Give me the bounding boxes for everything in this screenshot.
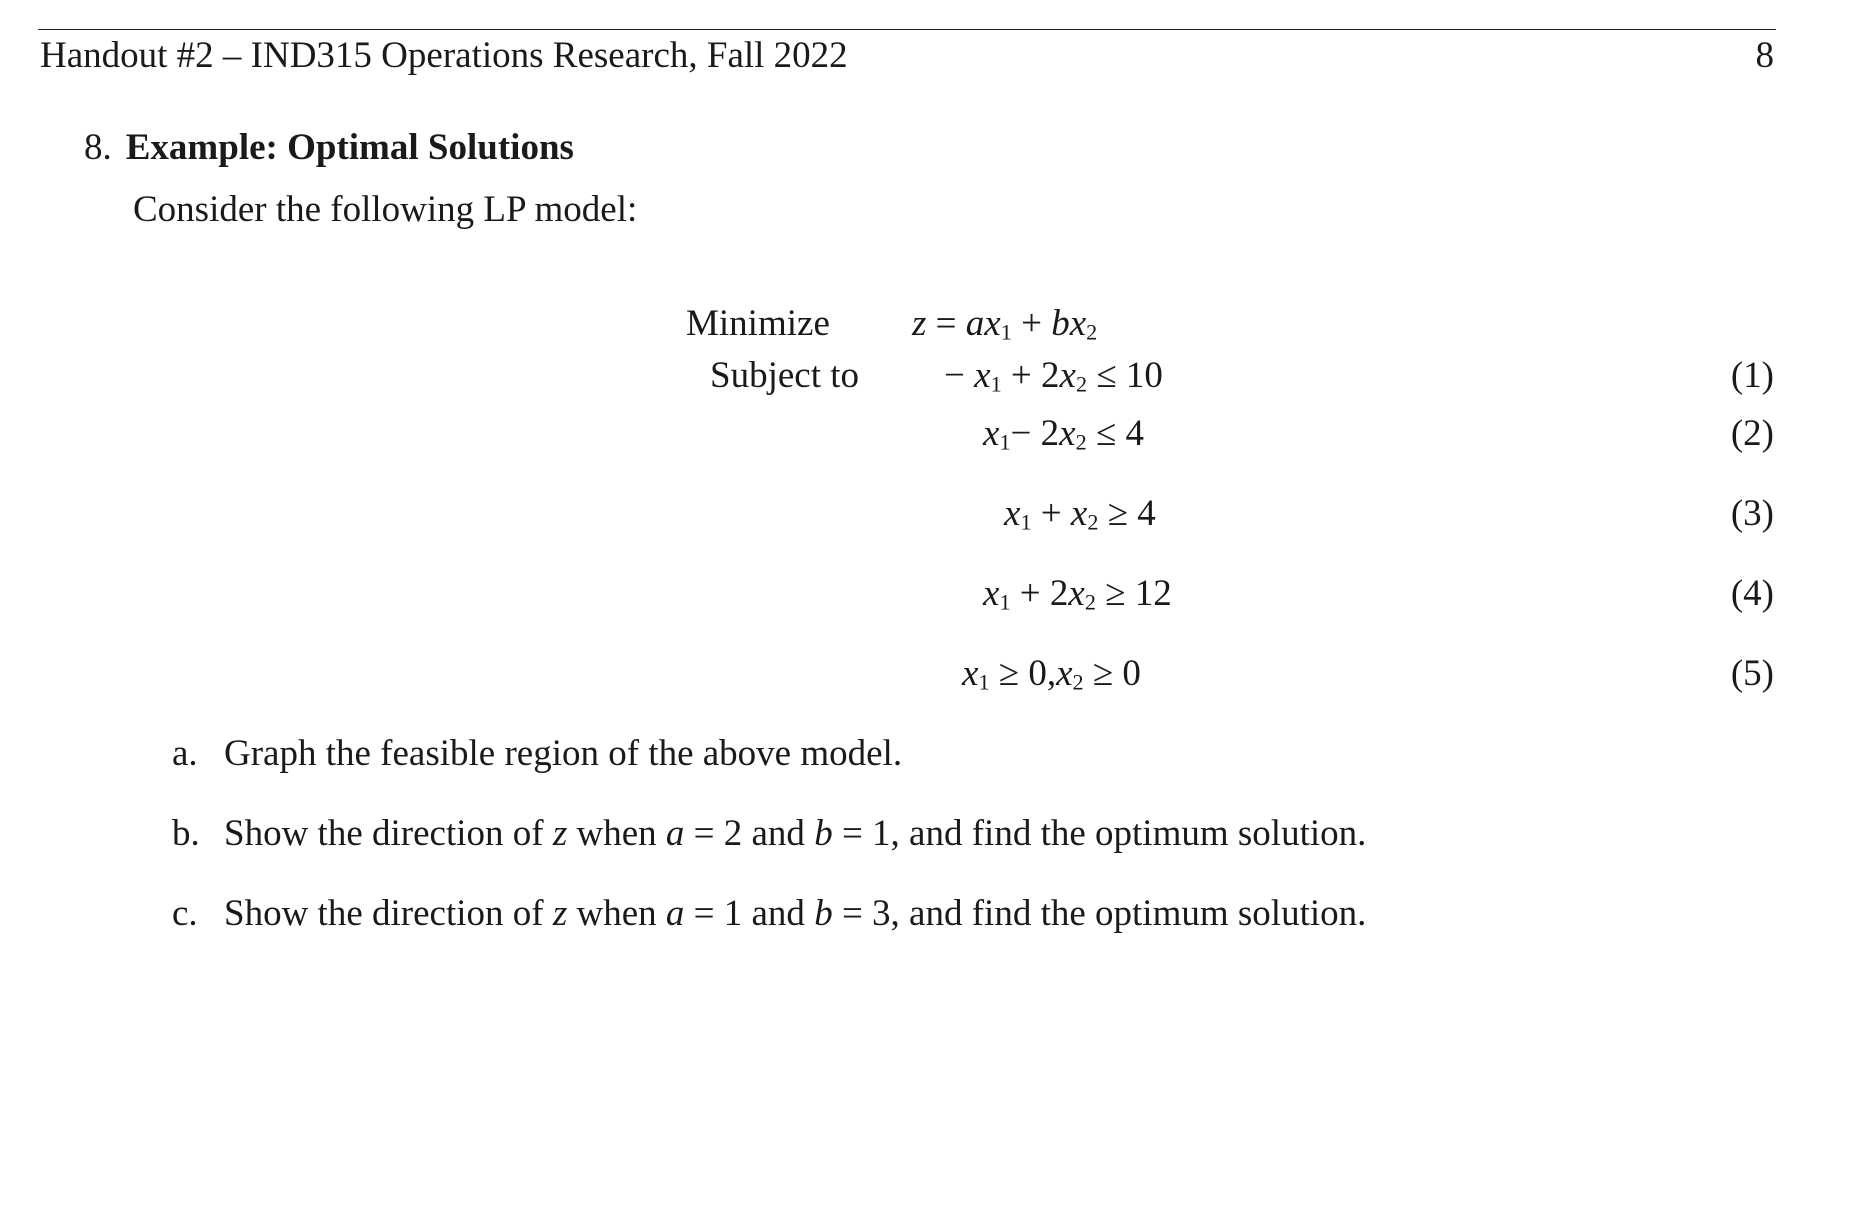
objective-label: Minimize [686,303,830,344]
constraint-tag-5: (5) [1730,653,1774,694]
section-number: 8. [84,127,112,168]
header-title: Handout #2 – IND315 Operations Research, Fall 2022 [40,35,848,76]
constraint-tag-4: (4) [1730,573,1774,614]
constraint-tag-1: (1) [1730,355,1774,396]
constraint-tag-2: (2) [1730,413,1774,454]
question-label: b. [172,813,200,854]
question-label: c. [172,893,198,934]
question-label: a. [172,733,198,774]
constraint-4: $x_1 + 2x_2 \ge 12$ [983,573,1172,615]
question-a [172,732,902,775]
page-number: 8 [1755,35,1774,76]
constraint-2: $x_1- 2x_2 \le 4$ [983,413,1144,455]
constraint-5: $x_1 \ge 0,x_2 \ge 0$ [962,653,1141,695]
constraints-label: Subject to [710,355,860,396]
constraint-3: $x_1 + x_2 \ge 4$ [1004,493,1156,535]
constraint-1: − $x_1 + 2x_2 \le 10$ [944,355,1163,397]
header-rule [38,29,1776,30]
objective-function: $z = ax_1 + bx_2$ [912,303,1098,345]
question-text: Graph the feasible region of the above model. [224,733,903,774]
question-b: b. Show the direction of z when a = 2 and b = 1, and find the optimum solution. [172,813,1367,854]
question-c: c. Show the direction of z when a = 1 and b = 3, and find the optimum solution. [172,893,1367,934]
section-title: Example: Optimal Solutions [125,127,574,168]
section-heading [84,126,574,169]
section-intro: Consider the following LP model: [133,189,638,230]
constraint-tag-3: (3) [1730,493,1774,534]
